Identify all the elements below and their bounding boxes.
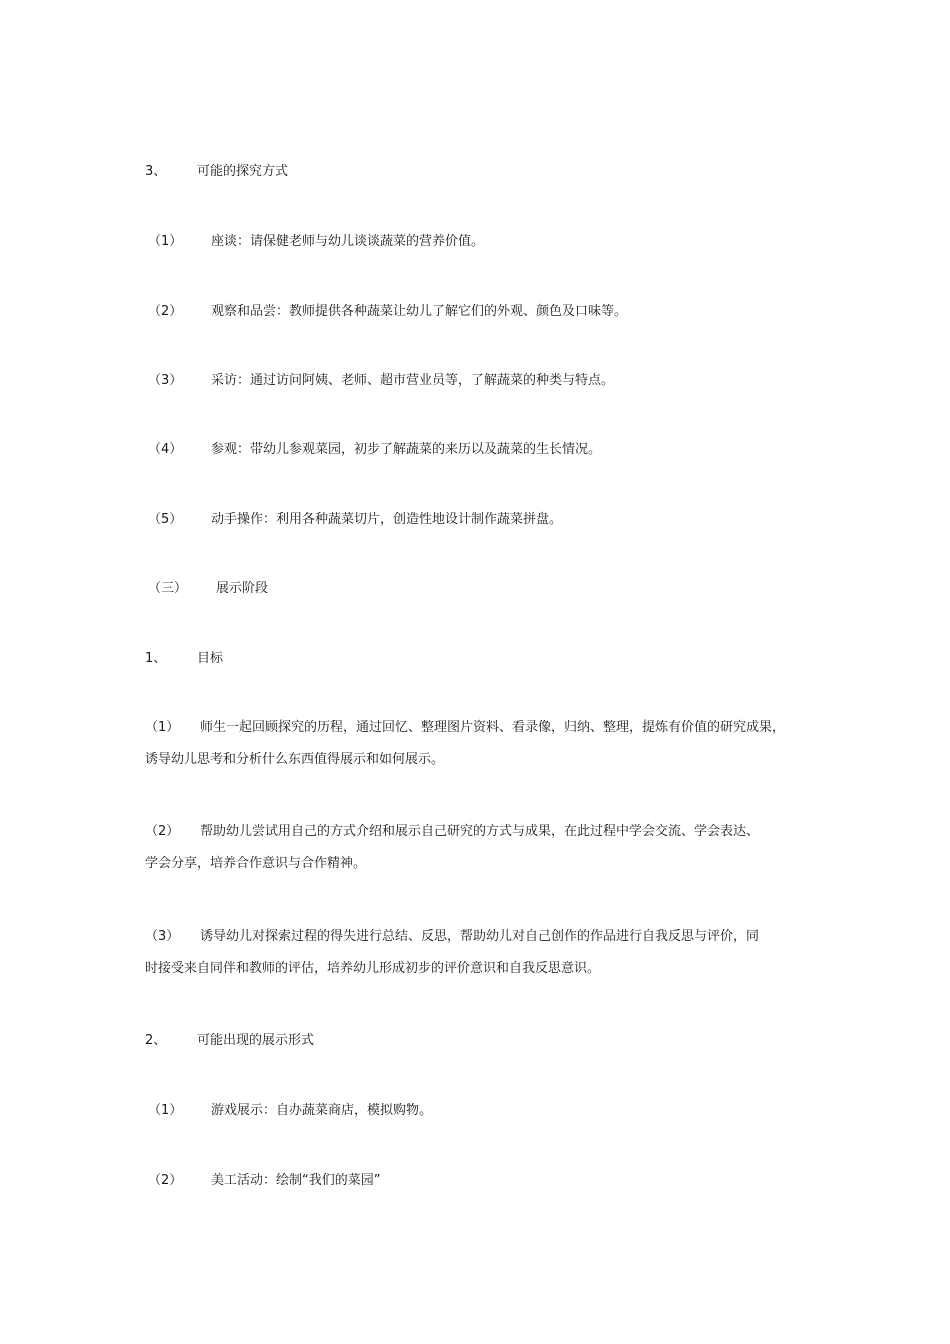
section-title: 可能的探究方式: [197, 164, 289, 179]
paragraph-line: 学会分享，培养合作意识与合作精神。: [145, 856, 367, 871]
section-number: 3、: [145, 164, 167, 179]
item-number: （2）: [145, 824, 180, 839]
item-text: 参观：带幼儿参观菜园，初步了解蔬菜的来历以及蔬菜的生长情况。: [211, 442, 602, 457]
item-text: 美工活动：绘制“我们的菜园”: [211, 1173, 381, 1188]
goal-paragraph: [145, 718, 810, 770]
stage-number: （三）: [148, 581, 188, 596]
section-title: 可能出现的展示形式: [197, 1033, 315, 1048]
paragraph-line: 诱导幼儿对探索过程的得失进行总结、反思，帮助幼儿对自己创作的作品进行自我反思与评价，同: [200, 929, 760, 944]
item-number: （4）: [148, 442, 183, 457]
section-title: 目标: [197, 651, 224, 666]
item-number: （1）: [148, 1103, 183, 1118]
goal-paragraph: [145, 822, 810, 874]
paragraph-line: 师生一起回顾探究的历程，通过回忆、整理图片资料、看录像，归纳、整理，提炼有价值的研究成果，: [200, 720, 786, 735]
paragraph-line: 诱导幼儿思考和分析什么东西值得展示和如何展示。: [145, 752, 445, 767]
item-text: 采访：通过访问阿姨、老师、超市营业员等，了解蔬菜的种类与特点。: [211, 373, 615, 388]
item-text: 观察和品尝：教师提供各种蔬菜让幼儿了解它们的外观、颜色及口味等。: [211, 304, 628, 319]
section-number: 1、: [145, 651, 167, 666]
goal-paragraph: [145, 927, 810, 979]
section-number: 2、: [145, 1033, 167, 1048]
item-text: 座谈：请保健老师与幼儿谈谈蔬菜的营养价值。: [211, 234, 485, 249]
item-number: （2）: [148, 1173, 183, 1188]
item-number: （5）: [148, 512, 183, 527]
stage-title: 展示阶段: [216, 581, 269, 596]
item-number: （2）: [148, 304, 183, 319]
item-text: 游戏展示：自办蔬菜商店，模拟购物。: [211, 1103, 433, 1118]
item-number: （3）: [145, 929, 180, 944]
item-number: （1）: [148, 234, 183, 249]
item-text: 动手操作：利用各种蔬菜切片，创造性地设计制作蔬菜拼盘。: [211, 512, 563, 527]
paragraph-line: 时接受来自同伴和教师的评估，培养幼儿形成初步的评价意识和自我反思意识。: [145, 961, 601, 976]
paragraph-line: 帮助幼儿尝试用自己的方式介绍和展示自己研究的方式与成果，在此过程中学会交流、学会表达、: [200, 824, 760, 839]
item-number: （1）: [145, 720, 180, 735]
item-number: （3）: [148, 373, 183, 388]
